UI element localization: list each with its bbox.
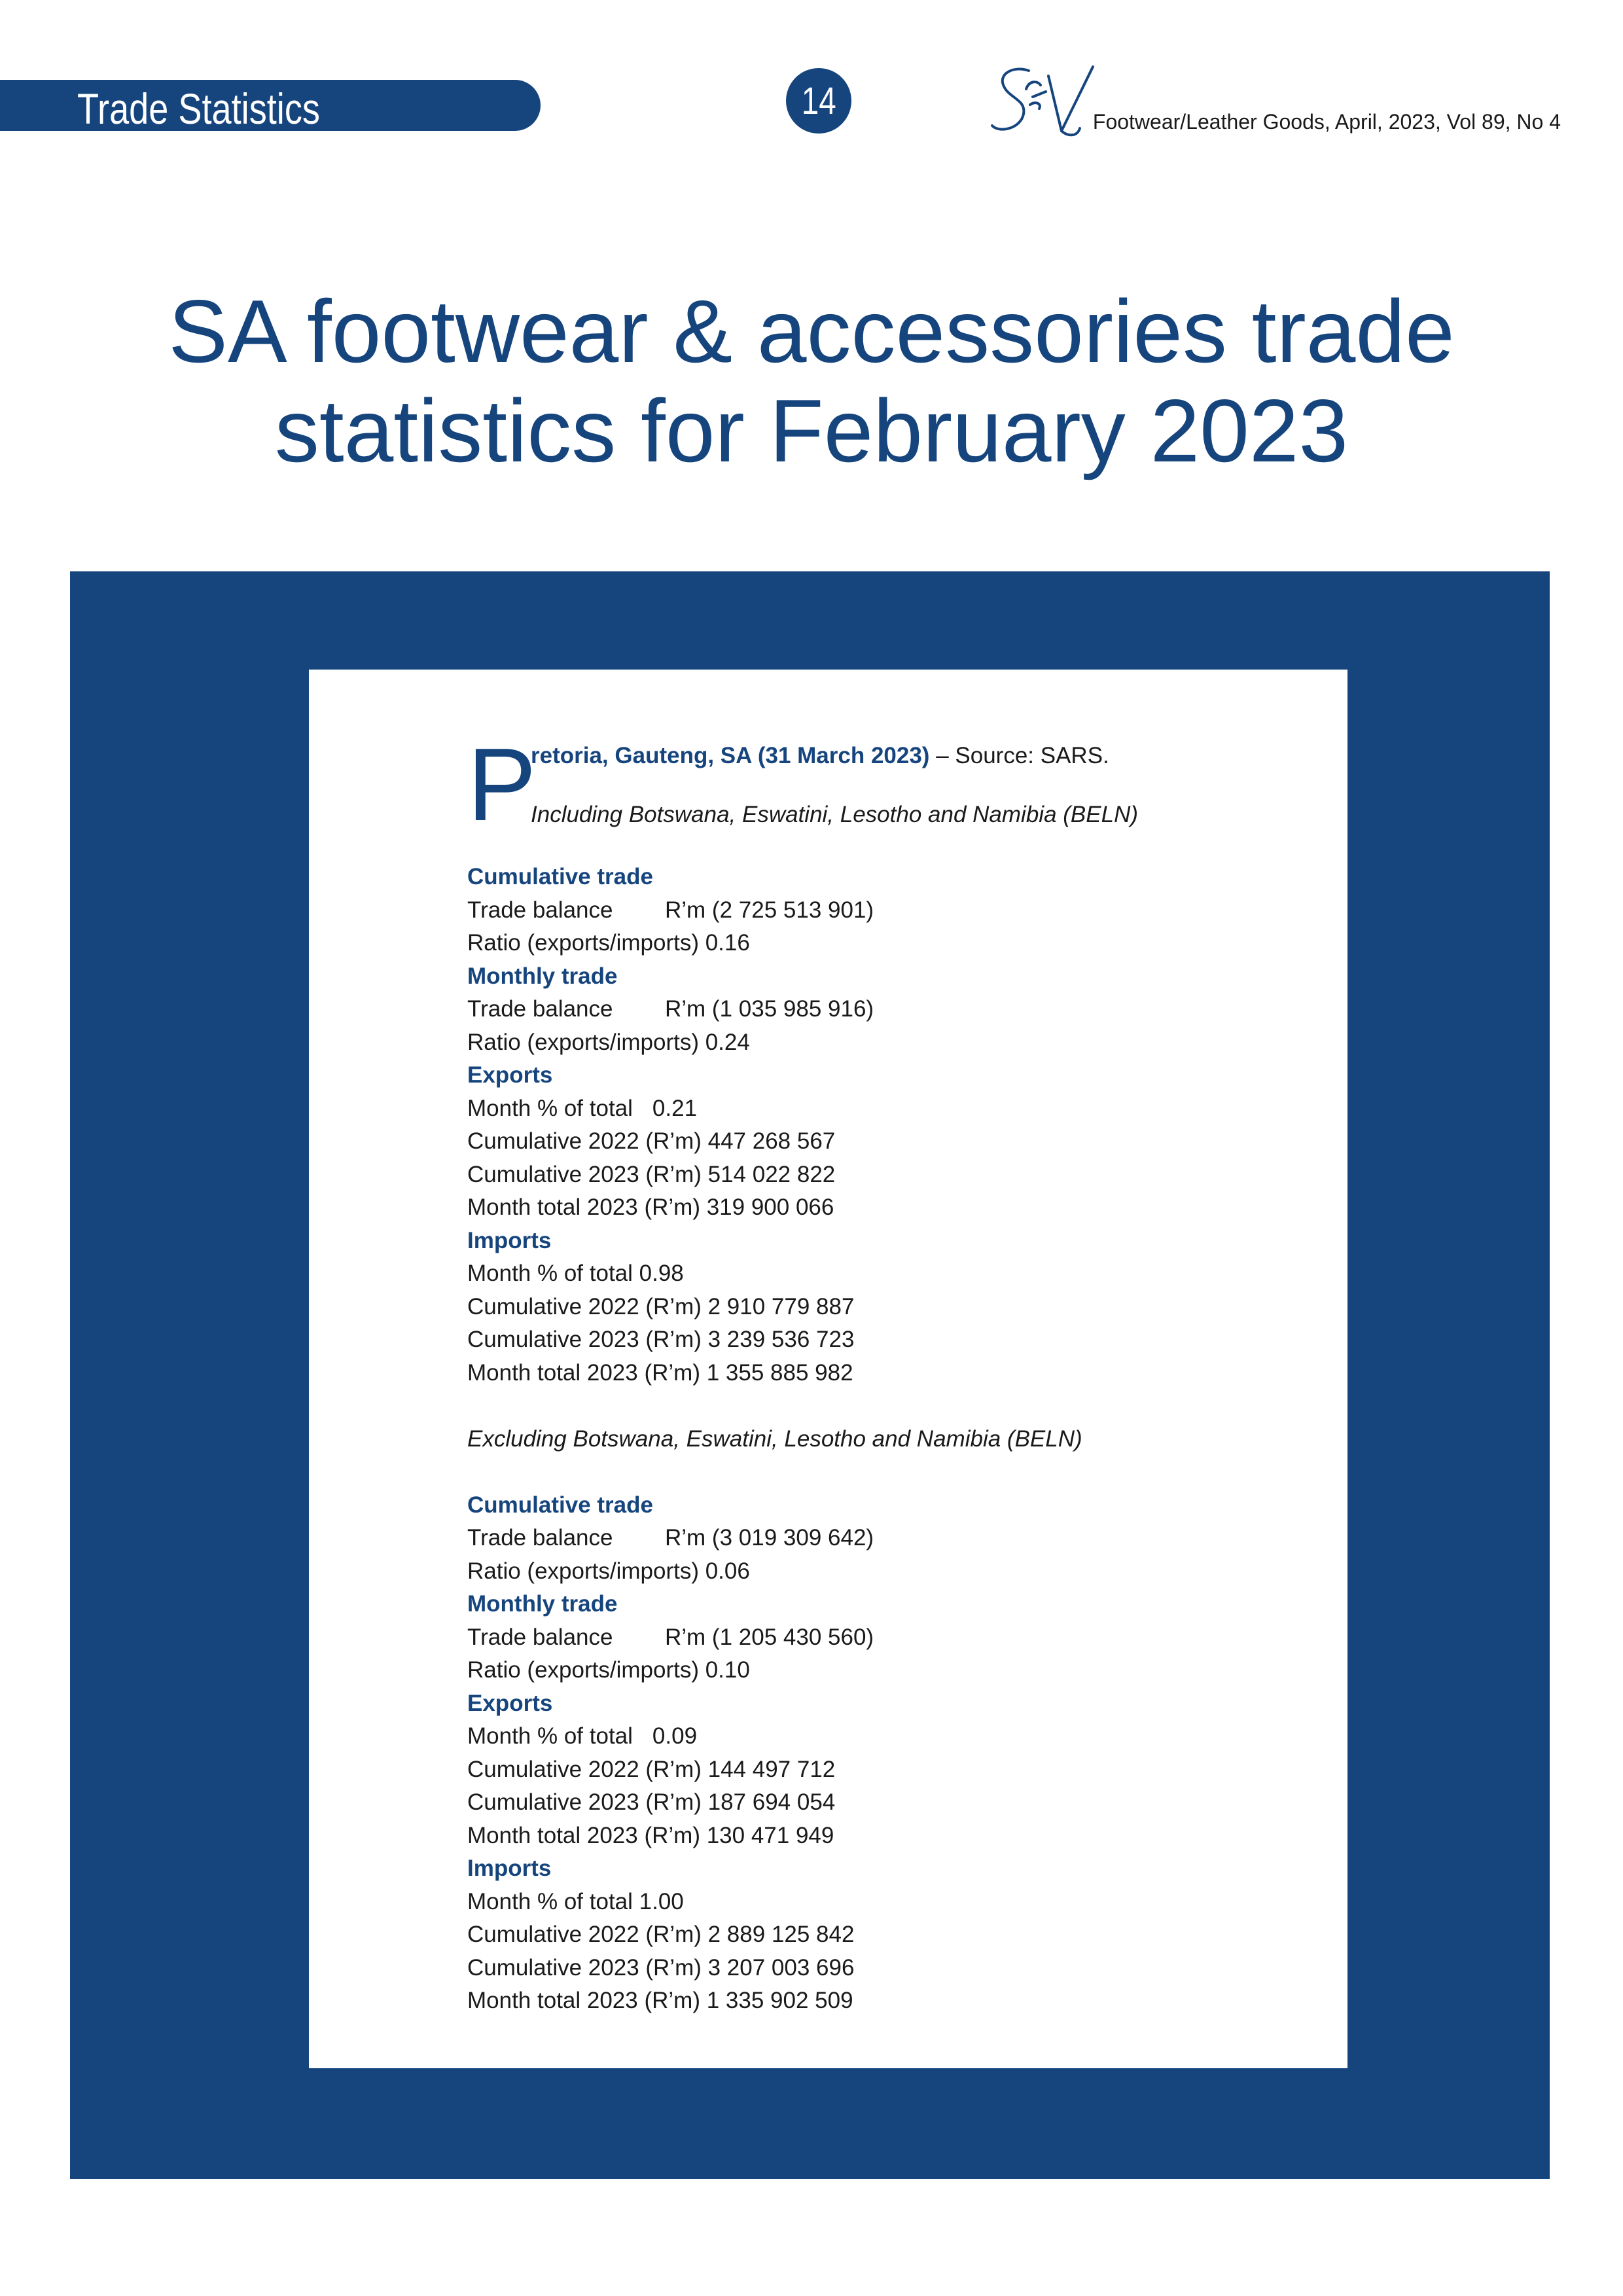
excl-monthly-tb-value: R’m (1 205 430 560)	[665, 1624, 874, 1650]
excl-exports-month-total-2023: Month total 2023 (R’m) 130 471 949	[467, 1822, 834, 1848]
dateline-bold: retoria, Gauteng, SA (31 March 2023)	[531, 743, 930, 768]
excl-exports-month-label: Month % of total	[467, 1723, 633, 1749]
incl-imports-heading: Imports	[467, 1227, 552, 1253]
excl-cumulative-ratio: Ratio (exports/imports) 0.06	[467, 1558, 750, 1584]
excl-imports-heading: Imports	[467, 1856, 552, 1881]
incl-monthly-heading: Monthly trade	[467, 963, 618, 989]
incl-monthly-trade-balance	[467, 993, 1318, 1026]
including-section	[467, 861, 1318, 1390]
page-number-badge	[786, 68, 851, 134]
incl-imports-cum-2023: Cumulative 2023 (R’m) 3 239 536 723	[467, 1327, 855, 1352]
excl-monthly-tb-label: Trade balance	[467, 1624, 613, 1650]
incl-imports-month-total-2023: Month total 2023 (R’m) 1 355 885 982	[467, 1359, 853, 1386]
incl-monthly-tb-value: R’m (1 035 985 916)	[665, 996, 874, 1022]
incl-monthly-tb-label: Trade balance	[467, 996, 613, 1022]
incl-exports-month-value: 0.21	[652, 1095, 698, 1121]
excl-exports-month-share	[467, 1720, 1318, 1753]
excl-exports-heading: Exports	[467, 1690, 553, 1716]
incl-exports-heading: Exports	[467, 1062, 553, 1088]
excl-imports-month-total-2023: Month total 2023 (R’m) 1 335 902 509	[467, 1988, 853, 2013]
incl-exports-month-label: Month % of total	[467, 1095, 633, 1121]
page-title-line-1: SA footwear & accessories trade	[168, 281, 1455, 381]
incl-exports-cum-2023: Cumulative 2023 (R’m) 514 022 822	[467, 1161, 836, 1187]
excl-monthly-trade-balance	[467, 1621, 1318, 1655]
incl-exports-month-total-2023: Month total 2023 (R’m) 319 900 066	[467, 1194, 834, 1220]
excl-cumulative-tb-label: Trade balance	[467, 1525, 613, 1551]
dropcap: P	[467, 727, 537, 842]
incl-cumulative-ratio: Ratio (exports/imports) 0.16	[467, 930, 750, 956]
incl-cumulative-trade-balance	[467, 894, 1318, 927]
excl-monthly-ratio: Ratio (exports/imports) 0.10	[467, 1657, 750, 1683]
dateline	[531, 740, 1318, 831]
excl-cumulative-heading: Cumulative trade	[467, 1492, 653, 1518]
excl-imports-cum-2023: Cumulative 2023 (R’m) 3 207 003 696	[467, 1954, 855, 1981]
section-label: Trade Statistics	[77, 84, 320, 133]
incl-cumulative-heading: Cumulative trade	[467, 864, 653, 889]
page-title	[0, 281, 1623, 480]
incl-cumulative-tb-label: Trade balance	[467, 897, 613, 923]
masthead: Footwear/Leather Goods, April, 2023, Vol 89, No 4	[1092, 110, 1561, 134]
incl-imports-month-share: Month % of total 0.98	[467, 1261, 684, 1286]
incl-imports-cum-2022: Cumulative 2022 (R’m) 2 910 779 887	[467, 1293, 855, 1319]
incl-monthly-ratio: Ratio (exports/imports) 0.24	[467, 1029, 750, 1055]
page-title-line-2: statistics for February 2023	[274, 381, 1349, 480]
excl-exports-cum-2023: Cumulative 2023 (R’m) 187 694 054	[467, 1789, 836, 1815]
excluding-heading: Excluding Botswana, Eswatini, Lesotho and Namibia (BELN)	[467, 1426, 1082, 1452]
s-and-v-monogram-logo	[988, 63, 1099, 143]
dateline-source: – Source: SARS.	[929, 743, 1109, 768]
excl-exports-cum-2022: Cumulative 2022 (R’m) 144 497 712	[467, 1756, 836, 1782]
excl-exports-month-value: 0.09	[652, 1723, 698, 1749]
excluding-section	[467, 1489, 1318, 2018]
incl-exports-month-share	[467, 1092, 1318, 1126]
section-tab	[0, 80, 541, 131]
excl-monthly-heading: Monthly trade	[467, 1591, 618, 1617]
excl-imports-month-share: Month % of total 1.00	[467, 1888, 684, 1914]
excl-cumulative-trade-balance	[467, 1522, 1318, 1555]
page-number: 14	[801, 79, 836, 122]
excl-imports-cum-2022: Cumulative 2022 (R’m) 2 889 125 842	[467, 1922, 855, 1947]
incl-exports-cum-2022: Cumulative 2022 (R’m) 447 268 567	[467, 1128, 836, 1154]
excl-cumulative-tb-value: R’m (3 019 309 642)	[665, 1525, 874, 1551]
incl-cumulative-tb-value: R’m (2 725 513 901)	[665, 897, 874, 923]
article-body	[467, 727, 1318, 2018]
including-heading: Including Botswana, Eswatini, Lesotho and Namibia (BELN)	[531, 802, 1138, 827]
